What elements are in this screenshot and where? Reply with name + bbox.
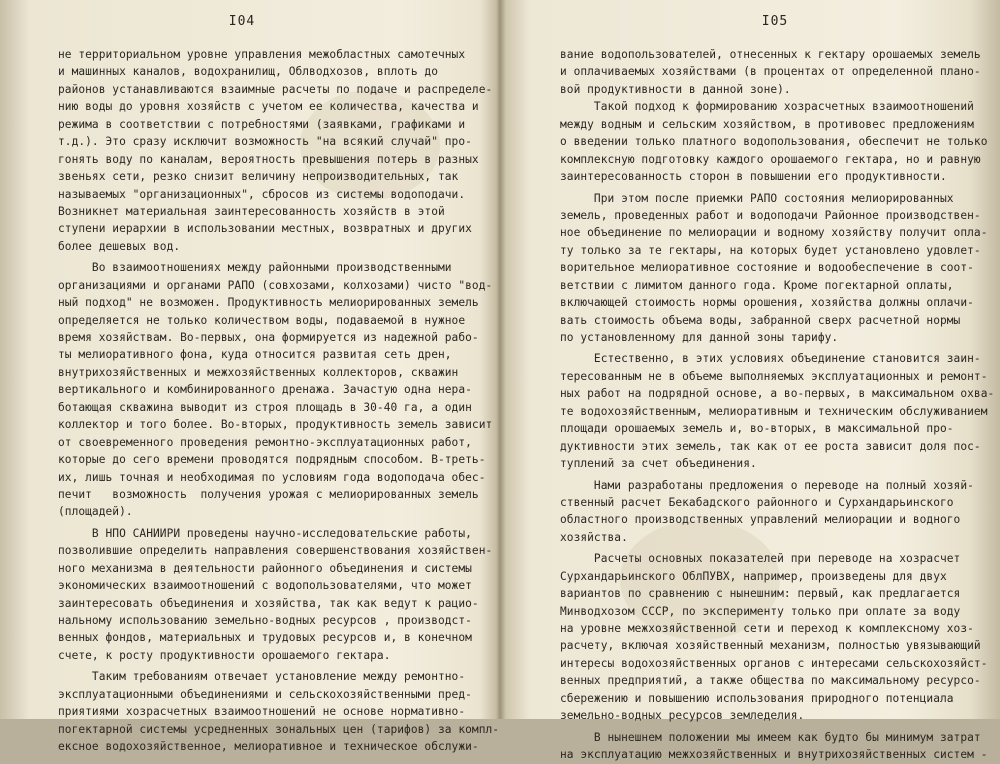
- text-line: нию воды до уровня хозяйств с учетом ее количества, качества и: [58, 100, 479, 114]
- text-line: погектарной системы усредненных зональных цен (тарифов) за компл-: [58, 722, 500, 736]
- text-line: коллектор и того более. Во-вторых, продуктивность земель зависит: [58, 418, 493, 432]
- text-line: режима в соответствии с потребностями (заявками, графиками и: [58, 117, 466, 131]
- page-text: [58, 46, 500, 756]
- text-line: вариантов по сравнению с нынешним: первый, как предлагается: [560, 587, 961, 601]
- text-line: те водохозяйственным, мелиоративным и техническим обслуживанием: [560, 404, 988, 418]
- text-line: позволившие определить направления совершенствования хозяйствен-: [58, 544, 493, 558]
- text-line: заинтересованность сторон в повышении его продуктивности.: [560, 170, 947, 184]
- text-line: областного производственных управлений мелиорации и водного: [560, 513, 961, 527]
- text-line: Во взаимоотношениях между районными производственными: [58, 261, 452, 275]
- text-line: ного механизма в деятельности районного объединения и системы: [58, 561, 472, 575]
- text-line: Возникнет материальная заинтересованность хозяйств в этой: [58, 204, 445, 218]
- text-line: заинтересовать объединения и хозяйства, так как ведут к рацио-: [58, 596, 479, 610]
- text-line: нальному использованию земельно-водных ресурсов , производст-: [58, 614, 472, 627]
- text-line: о введении только платного водопользования, обеспечит не только: [560, 135, 988, 149]
- text-line: Расчеты основных показателей при переводе на хозрасчет: [560, 552, 961, 566]
- text-line: ственный расчет Бекабадского районного и Сурхандарьинского: [560, 495, 954, 509]
- text-line: ворительное мелиоративное состояние и водообеспечение в соот-: [560, 261, 974, 275]
- text-line: приятиями хозрасчетных взаимоотношений не основе нормативно-: [58, 705, 466, 719]
- text-line: Минводхозом СССР, по эксперименту только при оплате за воду: [560, 604, 961, 618]
- text-line: дуктивности этих земель, так как от ее роста зависит доля пос-: [560, 439, 981, 453]
- text-line: ный подход" не возможен. Продуктивность мелиорированных земель: [58, 296, 479, 310]
- text-line: венных фондов, материальных и трудовых ресурсов и, в конечном: [58, 631, 472, 645]
- text-line: ное объединение по мелиорации и водному хозяйству получит опла-: [560, 226, 988, 240]
- text-line: (площадей).: [58, 505, 133, 519]
- text-line: ных работ на подрядной основе, а во-первых, в максимальном охва-: [560, 387, 995, 401]
- text-line: более дешевых вод.: [58, 239, 181, 253]
- text-line: ексное водохозяйственное, мелиоративное и техническое обслужи-: [58, 740, 479, 754]
- text-line: которые до сего времени проводятся подрядным способом. В-треть-: [58, 453, 486, 467]
- text-line: расчету, включая хозяйственный механизм, полностью увязывающий: [560, 639, 981, 653]
- text-line: называемых "организационных", сбросов из системы водоподачи.: [58, 187, 466, 201]
- text-line: Такой подход к формированию хозрасчетных взаимоотношений: [560, 100, 974, 114]
- text-line: организациями и органами РАПО (совхозами, колхозами) чисто "вод-: [58, 278, 493, 292]
- text-line: ботающая скважина выводит из строя площадь в 30-40 га, а один: [58, 400, 472, 414]
- text-line: не территориальном уровне управления межобластных самотечных: [58, 48, 466, 61]
- text-line: включающей стоимость нормы орошения, хозяйства должны оплачи-: [560, 296, 974, 310]
- page-number: I05: [761, 14, 789, 29]
- text-line: их, лишь точная и необходимая по условиям года водоподача обес-: [58, 470, 486, 484]
- text-line: счете, к росту продуктивности орошаемого гектара.: [58, 648, 391, 662]
- text-line: печит возможность получения урожая с мелиорированных земель: [58, 487, 479, 501]
- text-line: Нами разработаны предложения о переводе на полный хозяй-: [560, 478, 974, 492]
- page-number: I04: [228, 14, 256, 29]
- page-text: [560, 46, 995, 764]
- left-page: [0, 0, 500, 754]
- text-line: т.д.). Это сразу исключит возможность "на всякий случай" про-: [58, 135, 472, 149]
- text-line: внутрихозяйственных и межхозяйственных коллекторов, скважин: [58, 365, 459, 379]
- text-line: комплексную подготовку каждого орошаемого гектара, но и равную: [560, 152, 981, 166]
- text-line: интересы водохозяйственных органов с интересами сельскохозяйст-: [560, 656, 988, 670]
- text-line: вертикального и комбинированного дренажа. Зачастую одна нера-: [58, 383, 472, 397]
- text-line: районов устанавливаются взаимные расчеты по подаче и распределе-: [58, 82, 493, 96]
- text-line: определяется не только количеством воды, подаваемой в нужное: [58, 313, 466, 327]
- text-line: время хозяйствам. Во-первых, она формируется из надежной рабо-: [58, 331, 479, 344]
- text-line: вать стоимость объема воды, забранной сверх расчетной нормы: [560, 313, 961, 327]
- text-line: ты мелиоративного фона, куда относится развитая сеть дрен,: [58, 348, 452, 362]
- text-line: площади орошаемых земель и, во-вторых, в максимальной про-: [560, 422, 954, 436]
- text-line: и машинных каналов, водохранилищ, Облводхозов, вплоть до: [58, 65, 438, 79]
- text-line: ветствии с лимитом данного года. Кроме погектарной оплаты,: [560, 278, 954, 292]
- text-line: венных предприятий, а также общества по максимальному ресурсо-: [560, 674, 981, 688]
- text-line: по установленному для данной зоны тарифу.: [560, 331, 839, 344]
- text-line: экономических взаимоотношений с водопользователями, что может: [58, 579, 472, 593]
- text-line: земель, проведенных работ и водоподачи Районное производствен-: [560, 208, 981, 222]
- text-line: вой продуктивности в данной зоне).: [560, 82, 791, 96]
- text-line: хозяйства.: [560, 530, 628, 544]
- text-line: между водным и сельским хозяйством, в противовес предложениям: [560, 117, 974, 131]
- right-page: [502, 0, 1000, 762]
- text-line: звеньях сети, резко снизит величину непроизводительных, так: [58, 170, 459, 184]
- text-line: эксплуатационными объединениями и сельскохозяйственными пред-: [58, 687, 472, 701]
- text-line: на эксплуатацию межхозяйственных и внутрихозяйственных систем -: [560, 748, 988, 762]
- text-line: сбережению и повышению использования природного потенциала: [560, 691, 954, 705]
- text-line: Таким требованиям отвечает установление между ремонтно-: [58, 670, 466, 684]
- text-line: В нынешнем положении мы имеем как будто бы минимум затрат: [560, 730, 981, 744]
- text-line: тересованным не в объеме выполняемых эксплуатационных и ремонт-: [560, 369, 988, 383]
- text-line: туплений за счет объединения.: [560, 457, 757, 471]
- text-line: земельно-водных ресурсов земледелия.: [560, 709, 805, 723]
- text-line: гонять воду по каналам, вероятность превышения потерь в разных: [58, 152, 479, 166]
- text-line: от своевременного проведения ремонтно-эксплуатационных работ,: [58, 435, 472, 449]
- text-line: и оплачиваемых хозяйствами (в процентах от определенной плано-: [560, 65, 981, 79]
- text-line: на уровне межхозяйственной сети и переход к комплексному хоз-: [560, 622, 974, 635]
- text-line: В НПО САНИИРИ проведены научно-исследовательские работы,: [58, 526, 472, 540]
- text-line: Естественно, в этих условиях объединение становится заин-: [560, 352, 981, 366]
- text-line: ту только за те гектары, на которых будет установлено удовлет-: [560, 243, 981, 257]
- text-line: Сурхандарьинского ОблПУВХ, например, произведены для двух: [560, 569, 947, 583]
- text-line: вание водопользователей, отнесенных к гектару орошаемых земель: [560, 48, 981, 61]
- text-line: ступени иерархии в использовании местных, возвратных и других: [58, 222, 472, 236]
- text-line: При этом после приемки РАПО состояния мелиорированных: [560, 191, 954, 205]
